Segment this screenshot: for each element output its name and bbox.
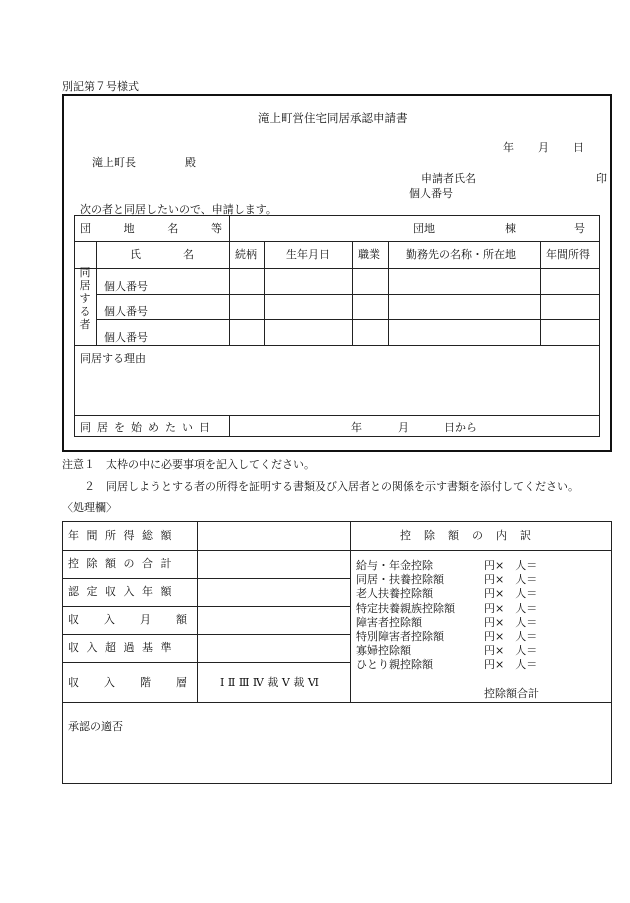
- deduction-total-label: 控除額合計: [484, 687, 539, 700]
- note-1: 注意１ 太枠の中に必要事項を記入してください。: [62, 458, 315, 471]
- annual-income-total-label: 年間所得総額: [68, 529, 179, 542]
- deduction-calc: 円× 人＝: [484, 615, 538, 629]
- deduction-name: 障害者控除額: [356, 615, 422, 629]
- income-excess-standard-label: 収入超過基準: [68, 641, 179, 654]
- cohabitant-id-label-1: 個人番号: [104, 280, 148, 293]
- relationship-header: 続柄: [235, 248, 257, 261]
- deduction-calc: 円× 人＝: [484, 601, 538, 615]
- applicant-id-label: 個人番号: [409, 187, 453, 200]
- birthdate-header: 生年月日: [286, 248, 330, 261]
- name-header: 氏 名: [130, 248, 194, 261]
- income-header: 年間所得: [546, 248, 590, 261]
- deduction-name: 同居・扶養控除額: [356, 573, 444, 587]
- start-date-label: 同居を始めたい日: [80, 421, 216, 434]
- income-bracket-label: 収入階層: [68, 676, 212, 689]
- income-bracket-options: Ⅰ Ⅱ Ⅲ Ⅳ 裁 Ⅴ 裁 Ⅵ: [220, 676, 319, 689]
- seal-mark: 印: [596, 172, 607, 185]
- deduction-calc: 円× 人＝: [484, 587, 538, 601]
- date-year-label: 年: [503, 141, 514, 154]
- deduction-calc: 円× 人＝: [484, 559, 538, 572]
- note-2: ２ 同居しようとする者の所得を証明する書類及び入居者との関係を示す書類を添付してください。: [84, 480, 579, 493]
- form-title: 滝上町営住宅同居承認申請書: [258, 111, 408, 125]
- cohabitant-id-label-3: 個人番号: [104, 331, 148, 344]
- processing-label: 〈処理欄〉: [62, 501, 117, 514]
- approval-label: 承認の適否: [68, 720, 123, 733]
- deduction-name: 特定扶養親族控除額: [356, 601, 455, 615]
- intro-text: 次の者と同居したいので、申請します。: [80, 203, 277, 216]
- deduction-name: 寡婦控除額: [356, 644, 411, 658]
- date-day-label: 日: [573, 141, 584, 154]
- workplace-header: 勤務先の名称・所在地: [406, 248, 516, 261]
- start-month-label: 月: [398, 421, 409, 434]
- applicant-name-label: 申請者氏名: [421, 172, 476, 185]
- unit-label: 号: [574, 222, 585, 235]
- addressee-honorific: 殿: [185, 156, 196, 169]
- building-label: 棟: [505, 222, 516, 235]
- deduction-calc: 円× 人＝: [484, 644, 538, 658]
- cohabitant-id-label-2: 個人番号: [104, 305, 148, 318]
- deduction-name: 給与・年金控除: [356, 559, 433, 572]
- date-month-label: 月: [538, 141, 549, 154]
- start-from-label: 日から: [444, 421, 477, 434]
- deduction-calcs: [484, 559, 537, 673]
- estate-label: 団地: [413, 222, 435, 235]
- deduction-name: 老人扶養控除額: [356, 587, 433, 601]
- deduction-calc: 円× 人＝: [484, 630, 538, 644]
- certified-annual-income-label: 認定収入年額: [68, 585, 179, 598]
- addressee-name: 滝上町長: [92, 156, 136, 169]
- start-year-label: 年: [351, 421, 362, 434]
- deduction-names: [356, 559, 455, 673]
- form-number: 別記第７号様式: [62, 80, 139, 93]
- deduction-calc: 円× 人＝: [484, 573, 538, 587]
- reason-label: 同居する理由: [80, 352, 146, 365]
- deduction-name: 特別障害者控除額: [356, 630, 444, 644]
- deduction-calc: 円× 人＝: [484, 658, 538, 672]
- deduction-sum-label: 控除額の合計: [68, 557, 179, 570]
- deduction-name: ひとり親控除額: [356, 658, 433, 672]
- complex-label: 団 地 名 等: [80, 222, 222, 235]
- occupation-header: 職業: [358, 248, 380, 261]
- deduction-breakdown-header: 控除額の内訳: [400, 529, 544, 542]
- monthly-income-label: 収入月額: [68, 613, 212, 626]
- cohabitant-side-label: 同居する者: [79, 266, 91, 331]
